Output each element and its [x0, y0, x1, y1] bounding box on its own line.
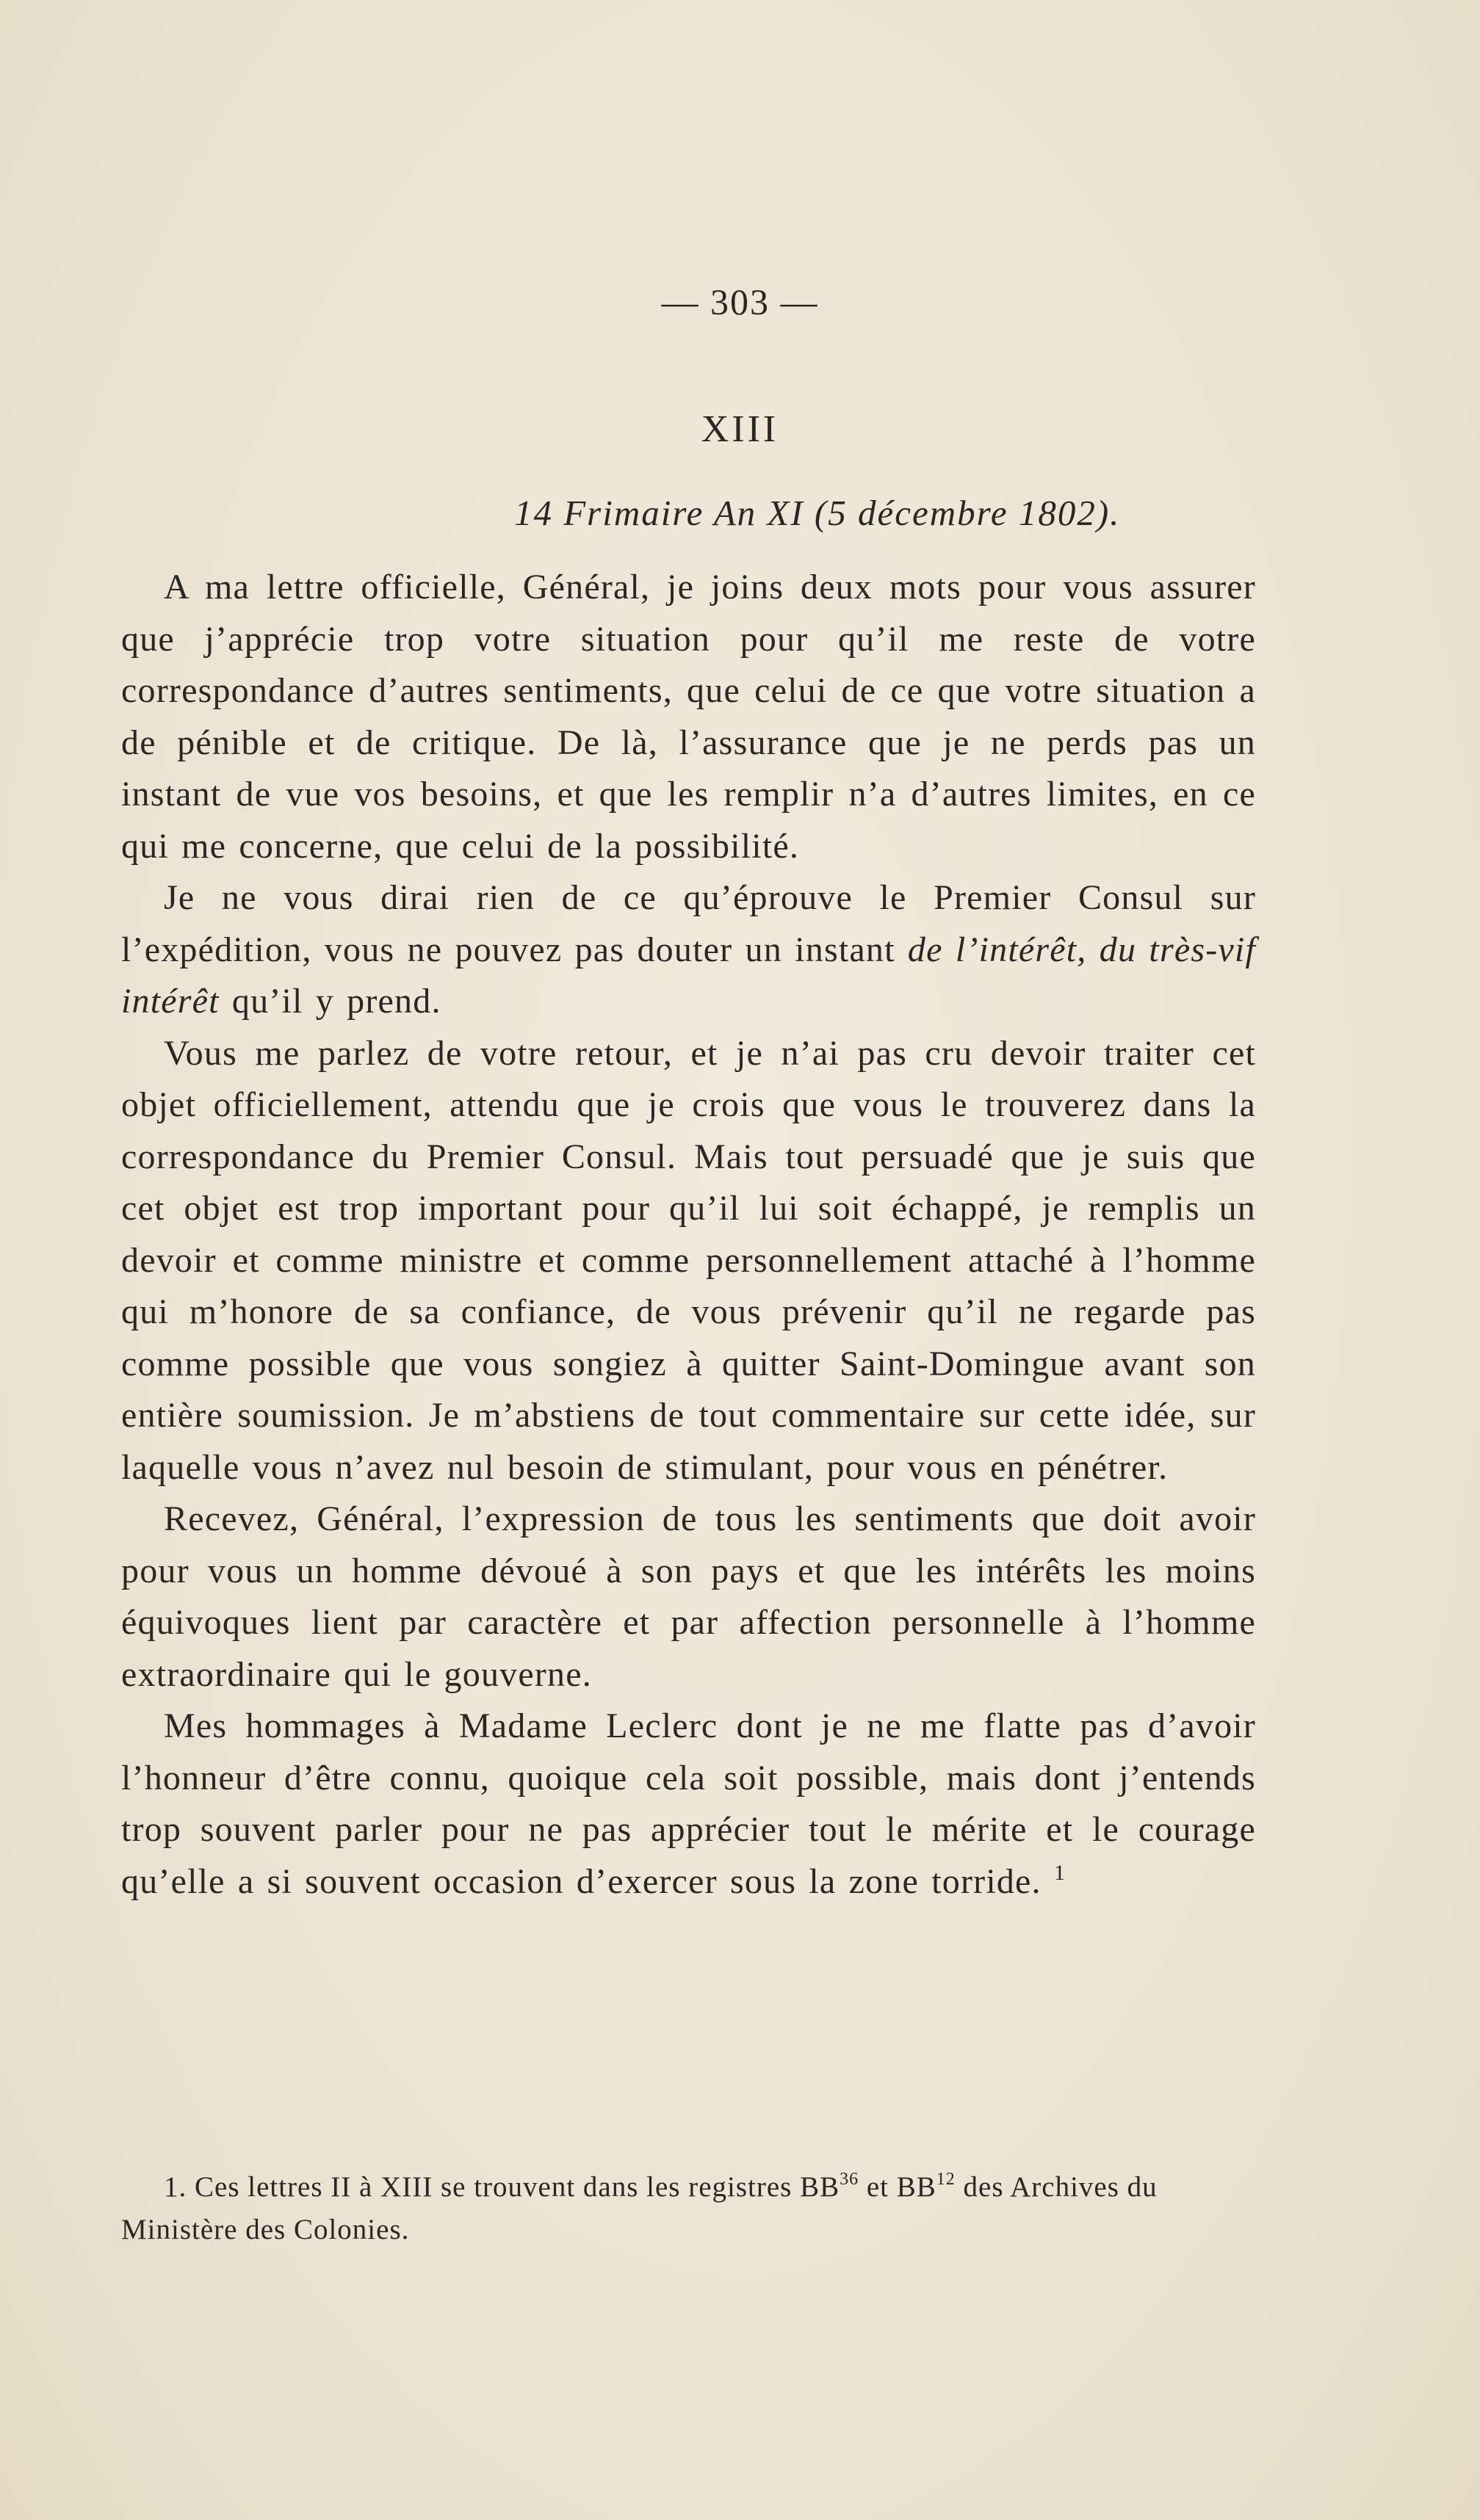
page-number: — 303 — — [661, 281, 819, 322]
paragraph-1: A ma lettre officielle, Général, je joins deux mots pour vous assurer que j’apprécie trop votre situation pour qu’il me reste de votre correspondance d’autres sentiments, que celui de ce que votre situation a de pénible et de critique. De là, l’assurance que je ne perds pas un instant de vue vos besoins, et que les remplir n’a d’autres limites, en ce qui me concerne, que celui de la possibilité. — [121, 568, 1256, 866]
paragraph-3: Vous me parlez de votre retour, et je n’ai pas cru devoir traiter cet objet officiellement, attendu que je crois que vous le trouverez dans la correspondance du Premier Consul. Mais tout persuadé que je suis que cet objet est trop important pour qu’il lui soit échappé, je remplis un devoir et comme ministre et comme personnellement attaché à l’homme qui m’honore de sa confiance, de vous prévenir qu’il ne regarde pas comme possible que vous songiez à quitter Saint-Domingue avant son entière soumission. Je m’abstiens de tout commentaire sur cette idée, sur laquelle vous n’avez nul besoin de stimulant, pour vous en pénétrer. — [121, 1033, 1256, 1487]
footnote — [121, 2166, 1267, 2251]
paragraph-2-text-start: Je ne vous dirai rien de ce qu’éprouve le Premier Consul sur l’expédition, vous ne pouvez pas douter un instant — [121, 878, 1256, 969]
paragraph-5-text: Mes hommages à Madame Leclerc dont je ne me flatte pas d’avoir l’honneur d’être connu, quoique cela soit possible, mais dont j’entends trop souvent parler pour ne pas apprécier tout le mérite et le courage qu’elle a si souvent occasion d’exercer sous la zone torride. — [121, 1706, 1256, 1901]
paragraph-2 — [121, 872, 1256, 1028]
letter-body — [121, 562, 1256, 1908]
paragraph-2-text-end: qu’il y prend. — [219, 982, 441, 1021]
letter-dateline: 14 Frimaire An XI (5 décembre 1802). — [514, 493, 1121, 533]
paragraph-5 — [121, 1701, 1256, 1908]
paragraph-4: Recevez, Général, l’expression de tous les sentiments que doit avoir pour vous un homme dévoué à son pays et que les intérêts les moins équivoques lient par caractère et par affection personnelle à l’homme extraordinaire qui le gouverne. — [121, 1499, 1256, 1694]
footnote-superscript-1: 36 — [840, 2170, 859, 2189]
footnote-superscript-2: 12 — [936, 2170, 956, 2189]
paragraph-2-italic: de l’intérêt, du très-vif intérêt — [121, 930, 1256, 1021]
footnote-reference: 1 — [1053, 1860, 1066, 1885]
footnote-text-mid: et BB — [859, 2171, 936, 2203]
footnote-text-end: des Archives du Ministère des Colonies. — [121, 2171, 1158, 2245]
footnote-marker: 1. — [164, 2171, 187, 2203]
footnote-text-start: Ces lettres II à XIII se trouvent dans les registres BB — [187, 2171, 840, 2203]
chapter-heading: XIII — [701, 408, 779, 450]
